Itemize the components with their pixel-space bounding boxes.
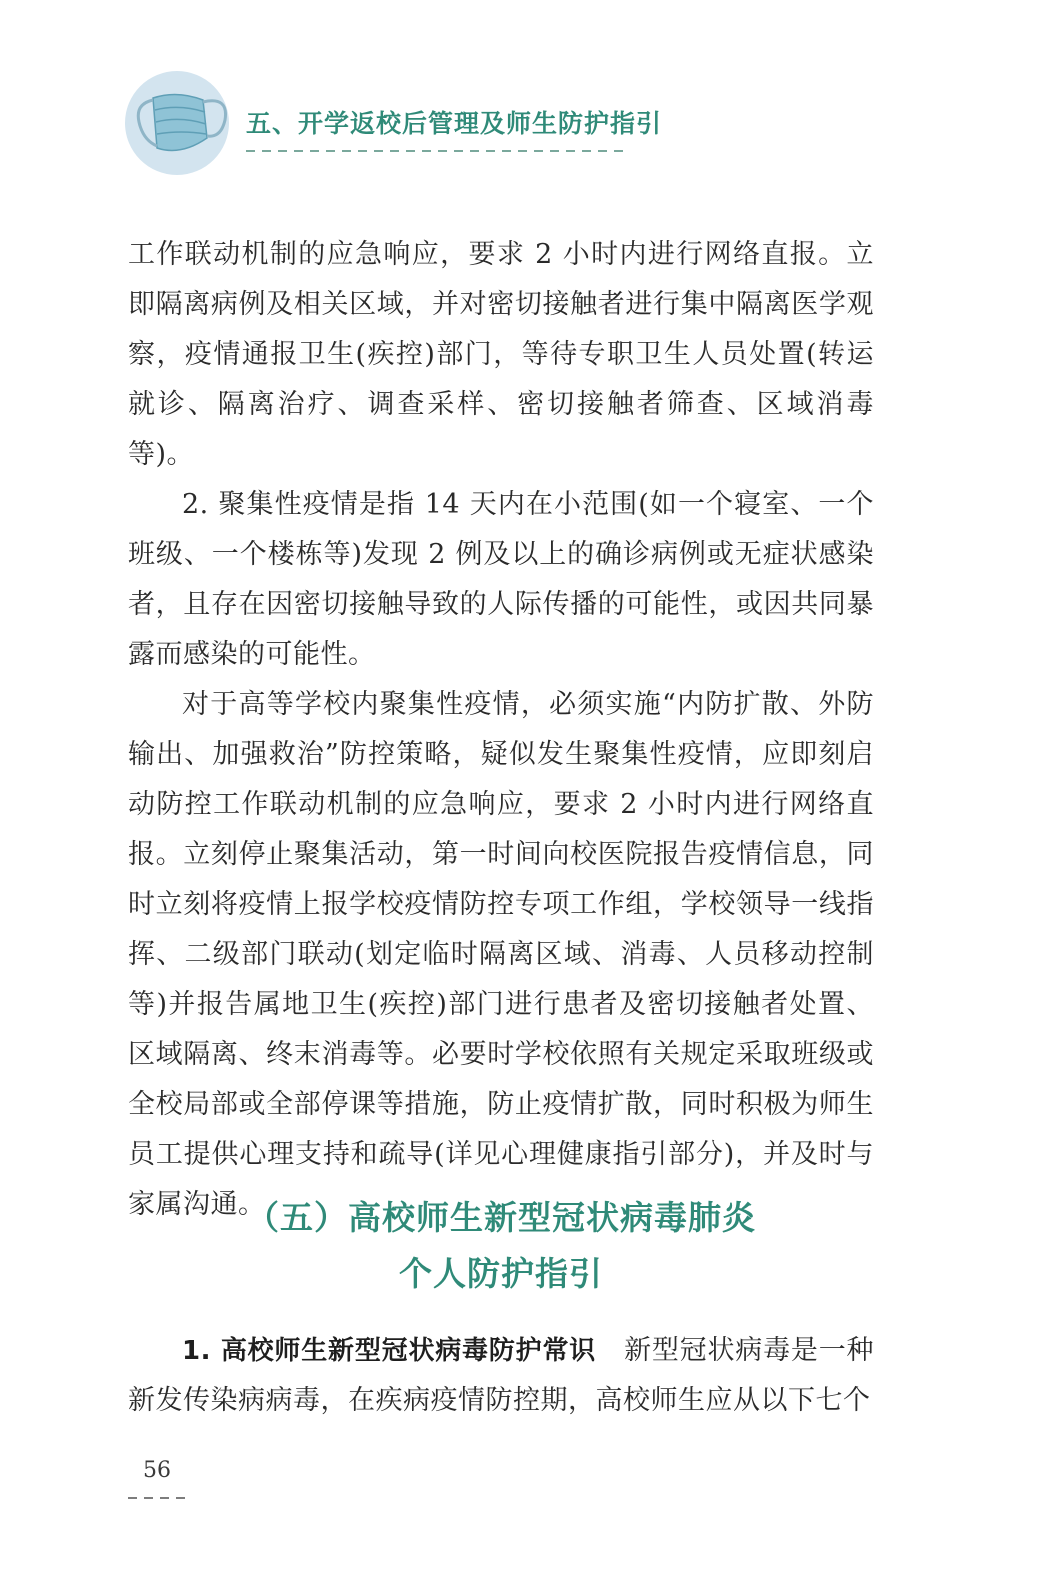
subsection-heading-line: 个人防护指引 <box>399 1254 603 1293</box>
paragraph: 2. 聚集性疫情是指 14 天内在小范围(如一个寝室、一个班级、一个楼栋等)发现 2 例及以上的确诊病例或无症状感染者，且存在因密切接触导致的人际传播的可能性，或因共同暴露而感染的可能性。 <box>128 489 874 670</box>
face-mask-icon <box>125 68 235 178</box>
subsection-heading-line: （五）高校师生新型冠状病毒肺炎 <box>246 1198 756 1237</box>
page-header <box>0 0 1058 200</box>
paragraph: 工作联动机制的应急响应，要求 2 小时内进行网络直报。立即隔离病例及相关区域，并对密切接触者进行集中隔离医学观察，疫情通报卫生(疾控)部门，等待专职卫生人员处置(转运就诊、隔离治疗、调查采样、密切接触者筛查、区域消毒等)。 <box>128 239 874 470</box>
page-number-divider <box>128 1497 190 1499</box>
body-text <box>128 230 874 1230</box>
subsection-body <box>128 1326 874 1426</box>
paragraph <box>128 1326 874 1426</box>
page-number: 56 <box>143 1458 171 1483</box>
title-divider <box>246 150 628 152</box>
paragraph: 对于高等学校内聚集性疫情，必须实施“内防扩散、外防输出、加强救治”防控策略，疑似发生聚集性疫情，应即刻启动防控工作联动机制的应急响应，要求 2 小时内进行网络直报。立刻停止聚集活动，第一时间向校医院报告疫情信息，同时立刻将疫情上报学校疫情防控专项工作组，学校领导一线指挥、二级部门联动(划定临时隔离区域、消毒、人员移动控制等)并报告属地卫生(疾控)部门进行患者及密切接触者处置、区域隔离、终末消毒等。必要时学校依照有关规定采取班级或全校局部或全部停课等措施，防止疫情扩散，同时积极为师生员工提供心理支持和疏导(详见心理健康指引部分)，并及时与家属沟通。 <box>128 689 874 1220</box>
item-heading: 1. 高校师生新型冠状病毒防护常识 <box>182 1336 597 1366</box>
item-text: 新型冠状病毒是一种新发传染病病毒，在疾病疫情防控期，高校师生应从以下七个 <box>128 1335 875 1416</box>
subsection-heading <box>128 1190 874 1302</box>
section-title: 五、开学返校后管理及师生防护指引 <box>246 109 663 138</box>
